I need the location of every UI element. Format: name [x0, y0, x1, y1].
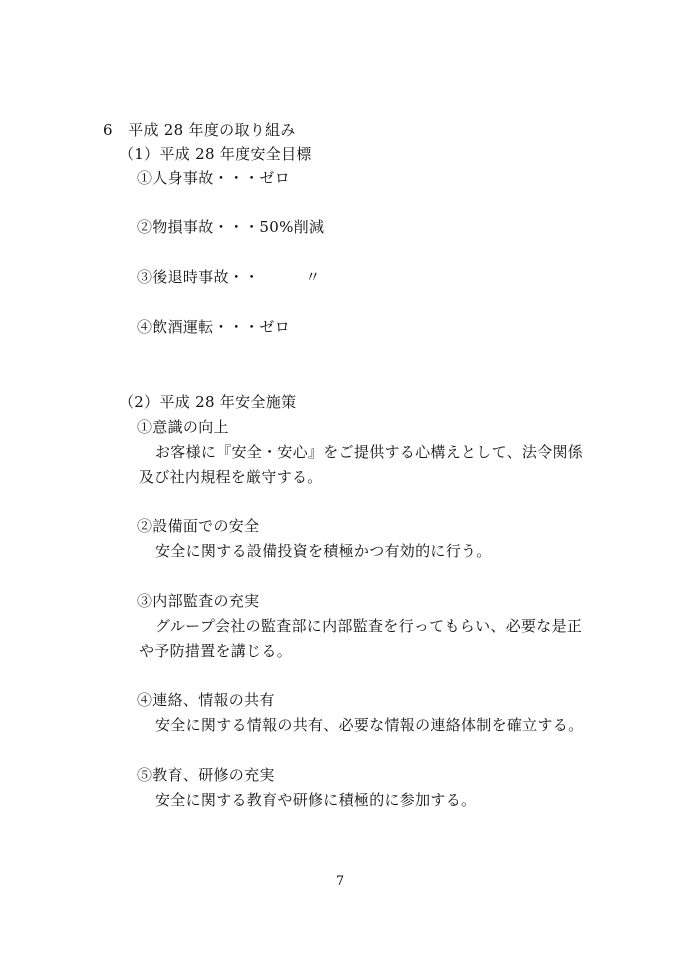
measure-title: ⑤教育、研修の充実	[137, 766, 275, 784]
goal-item: ④飲酒運転・・・ゼロ	[137, 318, 291, 336]
measure-title: ①意識の向上	[137, 418, 229, 436]
goals-heading: （1）平成 28 年度安全目標	[119, 145, 312, 163]
measure-text: 安全に関する設備投資を積極かつ有効的に行う。	[155, 542, 492, 560]
page-number: 7	[335, 874, 345, 889]
measure-title: ②設備面での安全	[137, 517, 260, 535]
goal-item: ③後退時事故・・ 〃	[137, 268, 321, 286]
goal-item: ①人身事故・・・ゼロ	[137, 169, 291, 187]
measure-text: や予防措置を講じる。	[139, 642, 293, 660]
measure-text: グループ会社の監査部に内部監査を行ってもらい、必要な是正	[155, 617, 583, 635]
goal-item: ②物損事故・・・50%削減	[137, 218, 325, 236]
measure-title: ④連絡、情報の共有	[137, 691, 275, 709]
measure-text: 及び社内規程を厳守する。	[139, 468, 323, 486]
measure-title: ③内部監査の充実	[137, 592, 260, 610]
measure-text: 安全に関する教育や研修に積極的に参加する。	[155, 791, 477, 809]
measure-text: お客様に『安全・安心』をご提供する心構えとして、法令関係	[155, 443, 584, 461]
section-heading: 6 平成 28 年度の取り組み	[103, 121, 296, 139]
measure-text: 安全に関する情報の共有、必要な情報の連絡体制を確立する。	[155, 716, 584, 734]
measures-heading: （2）平成 28 年安全施策	[119, 393, 297, 411]
